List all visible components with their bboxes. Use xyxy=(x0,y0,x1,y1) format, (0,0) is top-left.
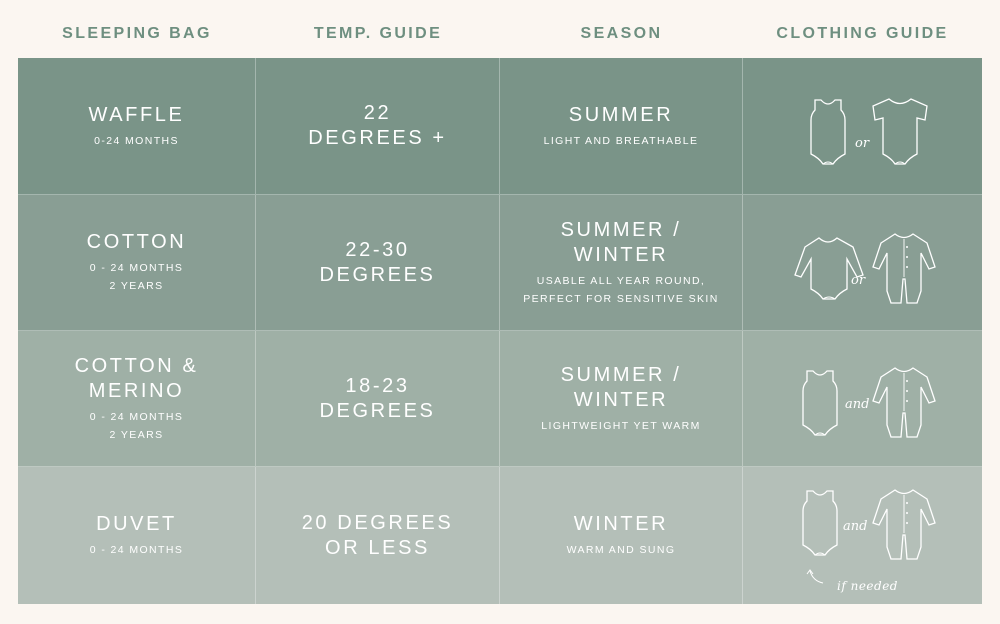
clothing-cell-duvet xyxy=(743,467,982,604)
temp-line: 20 DEGREES xyxy=(301,511,454,534)
footed-sleepsuit-icon xyxy=(871,231,937,305)
footed-sleepsuit-icon xyxy=(871,487,937,561)
season-note: PERFECT FOR SENSITIVE SKIN xyxy=(523,292,719,305)
bag-age: 0 - 24 MONTHS xyxy=(89,262,184,274)
bag-name: MERINO xyxy=(88,379,185,402)
temp-line: 22 xyxy=(363,102,392,124)
bag-cell-duvet xyxy=(18,467,256,604)
season-note: USABLE ALL YEAR ROUND, xyxy=(536,274,706,287)
header-sleeping-bag: SLEEPING BAG xyxy=(62,25,212,42)
temp-line: DEGREES + xyxy=(308,127,447,149)
season-cell-duvet xyxy=(500,467,743,604)
bag-name: COTTON xyxy=(86,231,187,253)
season-cell-cotton xyxy=(500,195,743,331)
clothing-connector: and xyxy=(843,519,868,534)
season-name: SUMMER xyxy=(568,103,674,126)
bag-name: WAFFLE xyxy=(88,103,185,126)
temp-cell-cotton-merino xyxy=(256,331,500,467)
temp-line: 18-23 xyxy=(345,374,410,397)
season-name: SUMMER / xyxy=(560,218,682,241)
sleeveless-bodysuit-icon xyxy=(807,98,849,166)
bag-name: COTTON & xyxy=(74,354,199,377)
curved-arrow-icon xyxy=(805,567,827,587)
temp-line: DEGREES xyxy=(319,263,436,286)
table-header xyxy=(18,22,982,48)
header-clothing-guide: CLOTHING GUIDE xyxy=(776,25,949,42)
season-cell-waffle xyxy=(500,58,743,195)
season-note: WARM AND SUNG xyxy=(566,544,676,556)
bag-cell-cotton-merino xyxy=(18,331,256,467)
temp-cell-cotton xyxy=(256,195,500,331)
season-name: SUMMER / xyxy=(560,363,682,386)
long-sleeve-bodysuit-icon xyxy=(791,235,865,301)
guide-table xyxy=(18,58,982,604)
bag-age: 2 YEARS xyxy=(109,428,164,441)
temp-line: OR LESS xyxy=(325,536,430,559)
season-note: LIGHTWEIGHT YET WARM xyxy=(541,419,701,432)
short-sleeve-bodysuit-icon xyxy=(869,96,931,166)
bag-cell-waffle xyxy=(18,58,256,195)
header-season: SEASON xyxy=(580,25,663,42)
sleeveless-bodysuit-icon xyxy=(799,369,841,437)
clothing-cell-waffle xyxy=(743,58,982,195)
clothing-connector: or xyxy=(855,136,870,151)
season-note: LIGHT AND BREATHABLE xyxy=(543,134,699,147)
clothing-connector: or xyxy=(851,273,866,288)
bag-age: 0 - 24 MONTHS xyxy=(89,410,184,423)
bag-age: 2 YEARS xyxy=(109,280,164,292)
bag-cell-cotton xyxy=(18,195,256,331)
clothing-cell-cotton-merino xyxy=(743,331,982,467)
temp-cell-duvet xyxy=(256,467,500,604)
season-name: WINTER xyxy=(573,513,669,535)
season-cell-cotton-merino xyxy=(500,331,743,467)
bag-age: 0 - 24 MONTHS xyxy=(89,544,184,556)
season-name: WINTER xyxy=(573,388,669,411)
clothing-connector: and xyxy=(845,397,870,412)
bag-name: DUVET xyxy=(96,513,177,535)
temp-line: 22-30 xyxy=(345,238,410,261)
bag-age: 0-24 MONTHS xyxy=(94,134,179,147)
sleeveless-bodysuit-icon xyxy=(799,489,841,557)
temp-line: DEGREES xyxy=(319,399,436,422)
header-temp-guide: TEMP. GUIDE xyxy=(313,25,443,42)
temp-cell-waffle xyxy=(256,58,500,195)
if-needed-note: if needed xyxy=(837,579,898,593)
footed-sleepsuit-icon xyxy=(871,365,937,439)
season-name: WINTER xyxy=(573,243,669,266)
clothing-cell-cotton xyxy=(743,195,982,331)
